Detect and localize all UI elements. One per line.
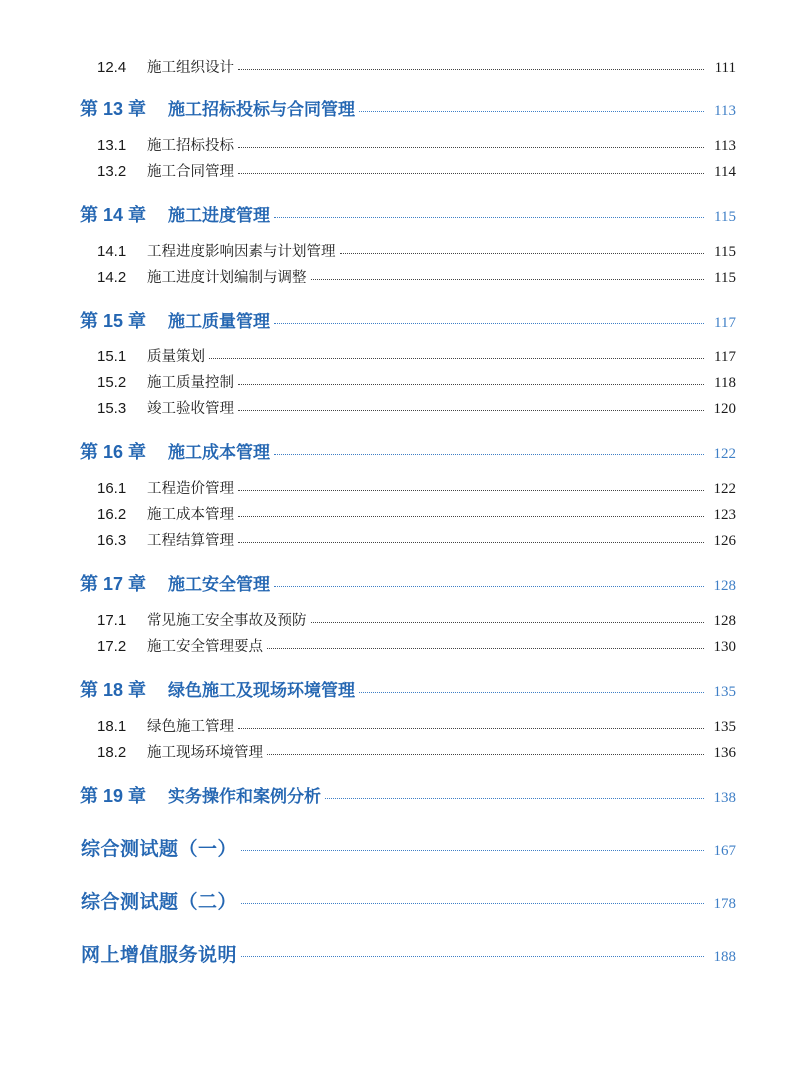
dot-leader xyxy=(238,728,704,729)
dot-leader xyxy=(359,692,704,693)
dot-leader xyxy=(340,253,705,254)
dot-leader xyxy=(274,323,704,324)
toc-section-row[interactable] xyxy=(0,345,790,366)
page-number: 128 xyxy=(713,613,736,629)
chapter-number: 第 17 章 xyxy=(80,574,147,594)
chapter-number: 第 18 章 xyxy=(80,680,147,700)
appendix-title: 综合测试题（一） xyxy=(81,838,238,860)
section-title: 施工进度计划编制与调整 xyxy=(147,270,307,286)
dot-leader xyxy=(209,358,704,359)
section-number: 15.3 xyxy=(97,400,127,417)
dot-leader xyxy=(274,217,704,218)
dot-leader xyxy=(274,586,704,587)
section-title: 竣工验收管理 xyxy=(147,401,234,417)
section-number: 17.2 xyxy=(97,638,127,655)
dot-leader xyxy=(241,903,704,904)
dot-leader xyxy=(241,850,704,851)
page-number: 122 xyxy=(713,481,736,497)
page-number: 113 xyxy=(714,103,736,119)
page-number: 120 xyxy=(713,401,736,417)
toc-section-row[interactable] xyxy=(0,266,790,287)
section-number: 18.2 xyxy=(97,744,127,761)
page-number: 126 xyxy=(713,533,736,549)
section-number: 13.2 xyxy=(97,163,127,180)
toc-section-row[interactable] xyxy=(0,635,790,656)
chapter-title: 绿色施工及现场环境管理 xyxy=(168,681,356,701)
appendix-title: 网上增值服务说明 xyxy=(81,944,238,966)
section-number: 13.1 xyxy=(97,137,127,154)
section-title: 绿色施工管理 xyxy=(147,719,234,735)
dot-leader xyxy=(238,173,704,174)
dot-leader xyxy=(238,147,704,148)
page-number: 178 xyxy=(713,896,736,912)
section-number: 14.2 xyxy=(97,269,127,286)
toc-section-row[interactable] xyxy=(0,56,790,77)
dot-leader xyxy=(238,490,704,491)
page-number: 117 xyxy=(714,349,736,365)
page-number: 115 xyxy=(714,270,736,286)
dot-leader xyxy=(238,69,704,70)
toc-chapter-row[interactable] xyxy=(0,676,790,702)
toc-section-row[interactable] xyxy=(0,397,790,418)
dot-leader xyxy=(238,384,704,385)
chapter-number: 第 15 章 xyxy=(80,311,147,331)
page-number: 114 xyxy=(714,164,736,180)
chapter-title: 施工招标投标与合同管理 xyxy=(168,100,356,120)
section-title: 工程造价管理 xyxy=(147,481,234,497)
page-number: 138 xyxy=(713,790,736,806)
page-number: 135 xyxy=(713,719,736,735)
chapter-title: 施工安全管理 xyxy=(168,575,271,595)
toc-chapter-row[interactable] xyxy=(0,570,790,596)
page-number: 115 xyxy=(714,209,736,225)
toc-section-row[interactable] xyxy=(0,741,790,762)
chapter-title: 施工质量管理 xyxy=(168,312,271,332)
section-number: 17.1 xyxy=(97,612,127,629)
toc-appendix-row[interactable] xyxy=(0,834,790,861)
section-title: 施工安全管理要点 xyxy=(147,639,263,655)
page-number: 111 xyxy=(714,60,736,76)
section-number: 18.1 xyxy=(97,718,127,735)
section-title: 施工招标投标 xyxy=(147,138,234,154)
dot-leader xyxy=(267,754,704,755)
toc-section-row[interactable] xyxy=(0,503,790,524)
dot-leader xyxy=(311,279,705,280)
chapter-number: 第 14 章 xyxy=(80,205,147,225)
dot-leader xyxy=(238,410,704,411)
page-number: 123 xyxy=(713,507,736,523)
page-number: 115 xyxy=(714,244,736,260)
chapter-number: 第 16 章 xyxy=(80,442,147,462)
toc-chapter-row[interactable] xyxy=(0,201,790,227)
section-title: 工程进度影响因素与计划管理 xyxy=(147,244,336,260)
toc-appendix-row[interactable] xyxy=(0,887,790,914)
toc-section-row[interactable] xyxy=(0,609,790,630)
dot-leader xyxy=(325,798,704,799)
section-number: 15.1 xyxy=(97,348,127,365)
dot-leader xyxy=(311,622,705,623)
toc-section-row[interactable] xyxy=(0,134,790,155)
section-title: 工程结算管理 xyxy=(147,533,234,549)
page-number: 167 xyxy=(713,843,736,859)
toc-appendix-row[interactable] xyxy=(0,940,790,967)
page-number: 135 xyxy=(713,684,736,700)
toc-chapter-row[interactable] xyxy=(0,782,790,808)
section-title: 施工组织设计 xyxy=(147,60,234,76)
dot-leader xyxy=(267,648,704,649)
toc-section-row[interactable] xyxy=(0,715,790,736)
dot-leader xyxy=(238,542,704,543)
page-number: 122 xyxy=(713,446,736,462)
section-number: 16.1 xyxy=(97,480,127,497)
section-title: 施工成本管理 xyxy=(147,507,234,523)
page-number: 130 xyxy=(713,639,736,655)
page-number: 113 xyxy=(714,138,736,154)
toc-chapter-row[interactable] xyxy=(0,95,790,121)
chapter-title: 施工进度管理 xyxy=(168,206,271,226)
page-number: 118 xyxy=(714,375,736,391)
section-title: 施工现场环境管理 xyxy=(147,745,263,761)
page-number: 128 xyxy=(713,578,736,594)
section-title: 质量策划 xyxy=(147,349,205,365)
page-number: 117 xyxy=(714,315,736,331)
section-title: 施工质量控制 xyxy=(147,375,234,391)
section-number: 16.2 xyxy=(97,506,127,523)
dot-leader xyxy=(274,454,704,455)
page-number: 188 xyxy=(713,949,736,965)
section-number: 16.3 xyxy=(97,532,127,549)
dot-leader xyxy=(359,111,704,112)
section-number: 15.2 xyxy=(97,374,127,391)
dot-leader xyxy=(241,956,704,957)
toc-section-row[interactable] xyxy=(0,529,790,550)
toc-section-row[interactable] xyxy=(0,160,790,181)
toc-section-row[interactable] xyxy=(0,240,790,261)
toc-section-row[interactable] xyxy=(0,477,790,498)
toc-chapter-row[interactable] xyxy=(0,438,790,464)
toc-section-row[interactable] xyxy=(0,371,790,392)
section-number: 12.4 xyxy=(97,59,127,76)
dot-leader xyxy=(238,516,704,517)
section-title: 施工合同管理 xyxy=(147,164,234,180)
chapter-number: 第 13 章 xyxy=(80,99,147,119)
appendix-title: 综合测试题（二） xyxy=(81,891,238,913)
section-title: 常见施工安全事故及预防 xyxy=(147,613,307,629)
chapter-title: 施工成本管理 xyxy=(168,443,271,463)
section-number: 14.1 xyxy=(97,243,127,260)
chapter-number: 第 19 章 xyxy=(80,786,147,806)
chapter-title: 实务操作和案例分析 xyxy=(168,787,322,807)
page-number: 136 xyxy=(713,745,736,761)
toc-chapter-row[interactable] xyxy=(0,307,790,333)
